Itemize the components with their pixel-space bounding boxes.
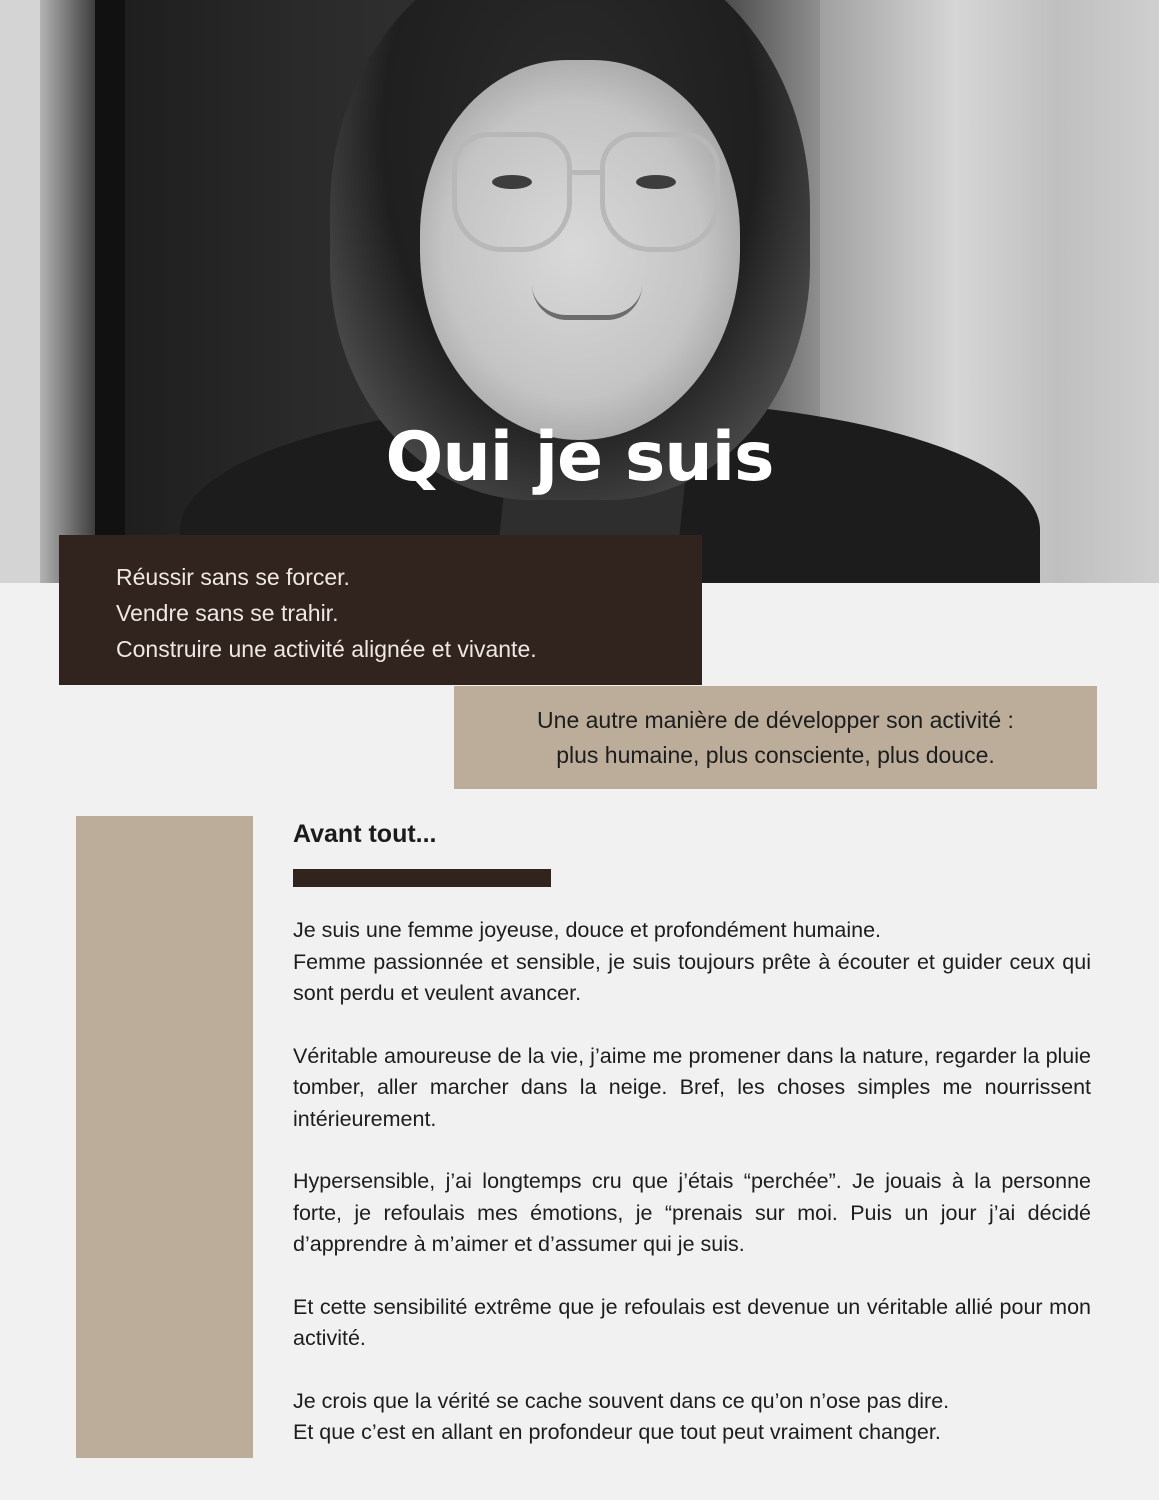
- section-heading: Avant tout...: [293, 820, 437, 848]
- paragraph-intro: [293, 915, 1091, 1010]
- paragraph-line: Je suis une femme joyeuse, douce et profondément humaine.: [293, 918, 882, 942]
- paragraph-line: Je crois que la vérité se cache souvent dans ce qu’on n’ose pas dire.: [293, 1388, 950, 1413]
- glasses-right-lens: [600, 132, 720, 252]
- heading-underline: [293, 869, 551, 887]
- paragraph-hypersensitive: Hypersensible, j’ai longtemps cru que j’étais “perchée”. Je jouais à la personne forte, je refoulais mes émotions, je “prenais sur moi. Puis un jour j’ai décidé d’apprendre à m’aimer et d’assumer qui je suis.: [293, 1169, 1091, 1256]
- tagline-line: Réussir sans se forcer.: [116, 564, 350, 590]
- eye-left: [492, 175, 532, 189]
- glasses-left-lens: [452, 132, 572, 252]
- decorative-side-bar: [76, 816, 253, 1458]
- paragraph-line: Femme passionnée et sensible, je suis toujours prête à écouter et guider ceux qui sont perdu et veulent avancer.: [293, 949, 1091, 1005]
- eye-right: [636, 175, 676, 189]
- page-title: Qui je suis: [385, 418, 774, 497]
- subtitle-line: plus humaine, plus consciente, plus douce.: [556, 742, 995, 768]
- paragraph-sensitivity: Et cette sensibilité extrême que je refoulais est devenue un véritable allié pour mon activité.: [293, 1294, 1091, 1350]
- glasses-bridge: [568, 170, 604, 175]
- tagline-box: [59, 535, 702, 685]
- tagline-line: Construire une activité alignée et vivante.: [116, 636, 537, 662]
- about-section: [293, 816, 1091, 1449]
- tagline-line: Vendre sans se trahir.: [116, 600, 339, 626]
- subtitle-box: [454, 686, 1097, 789]
- subtitle-line: Une autre manière de développer son activité :: [537, 707, 1014, 733]
- paragraph-line: Et que c’est en allant en profondeur que tout peut vraiment changer.: [293, 1420, 941, 1444]
- paragraph-truth: [293, 1386, 1091, 1449]
- paragraph-nature: Véritable amoureuse de la vie, j’aime me promener dans la nature, regarder la pluie tomber, aller marcher dans la neige. Bref, les choses simples me nourrissent intérieurement.: [293, 1043, 1091, 1131]
- portrait-face: [420, 60, 740, 440]
